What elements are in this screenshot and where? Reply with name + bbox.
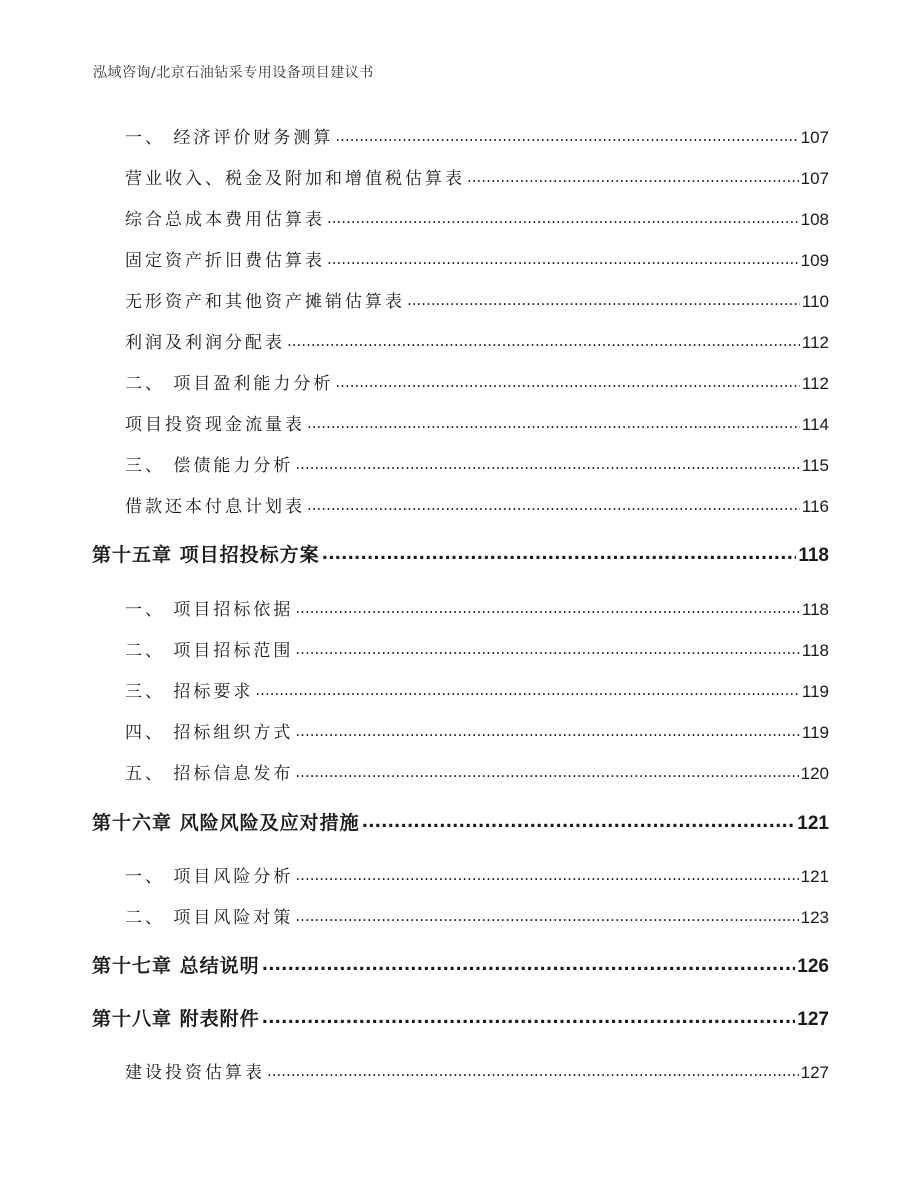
dot-leader	[267, 1064, 799, 1083]
toc-entry[interactable]	[125, 448, 829, 476]
toc-entry[interactable]	[125, 407, 829, 435]
toc-entry[interactable]	[125, 120, 829, 148]
toc-entry-page: 107	[800, 128, 829, 147]
dot-leader	[362, 814, 796, 835]
toc-entry-page: 107	[800, 169, 829, 188]
toc-entry[interactable]	[125, 756, 829, 784]
toc-entry-page: 127	[800, 1063, 829, 1082]
dot-leader	[255, 683, 799, 702]
dot-leader	[327, 252, 799, 271]
dot-leader	[287, 334, 800, 353]
toc-entry-page: 109	[800, 251, 829, 270]
toc-entry-page: 118	[798, 545, 829, 566]
toc-entry-page: 112	[801, 333, 829, 352]
toc-entry-page: 126	[797, 956, 829, 977]
dot-leader	[295, 724, 799, 743]
toc-entry-label: 第十六章 风险风险及应对措施	[92, 812, 360, 834]
toc-chapter-entry[interactable]	[92, 539, 829, 567]
toc-entry-page: 115	[801, 456, 829, 475]
toc-entry-label: 二、 项目风险对策	[125, 908, 294, 928]
toc-entry[interactable]	[125, 366, 829, 394]
toc-chapter-entry[interactable]	[92, 950, 829, 978]
toc-entry-page: 108	[800, 210, 829, 229]
toc-entry-label: 无形资产和其他资产摊销估算表	[125, 292, 405, 312]
dot-leader	[262, 957, 796, 978]
toc-entry-label: 固定资产折旧费估算表	[125, 251, 325, 271]
dot-leader	[295, 601, 799, 620]
toc-entry-page: 112	[801, 374, 829, 393]
toc-entry-page: 127	[797, 1009, 829, 1030]
toc-entry-label: 二、 项目招标范围	[125, 641, 294, 661]
toc-entry-page: 119	[801, 682, 829, 701]
toc-entry[interactable]	[125, 900, 829, 928]
dot-leader	[295, 868, 798, 887]
toc-entry-label: 三、 招标要求	[125, 682, 254, 702]
toc-entry-page: 118	[801, 600, 829, 619]
toc-entry-label: 第十八章 附表附件	[92, 1008, 260, 1030]
toc-entry-label: 二、 项目盈利能力分析	[125, 374, 334, 394]
toc-entry-label: 项目投资现金流量表	[125, 415, 305, 435]
toc-entry[interactable]	[125, 284, 829, 312]
toc-entry[interactable]	[125, 489, 829, 517]
toc-entry[interactable]	[125, 243, 829, 271]
toc-entry-label: 一、 项目风险分析	[125, 867, 294, 887]
toc-entry[interactable]	[125, 715, 829, 743]
toc-entry[interactable]	[125, 202, 829, 230]
toc-entry-label: 综合总成本费用估算表	[125, 210, 325, 230]
dot-leader	[262, 1010, 796, 1031]
toc-entry[interactable]	[125, 633, 829, 661]
toc-entry-page: 121	[797, 813, 829, 834]
dot-leader	[307, 498, 800, 517]
dot-leader	[295, 765, 798, 784]
dot-leader	[322, 546, 797, 567]
toc-entry-label: 三、 偿债能力分析	[125, 456, 294, 476]
dot-leader	[327, 211, 799, 230]
toc-entry-page: 123	[800, 908, 829, 927]
dot-leader	[307, 416, 800, 435]
toc-entry-label: 一、 经济评价财务测算	[125, 128, 334, 148]
toc-entry-label: 一、 项目招标依据	[125, 600, 294, 620]
dot-leader	[295, 457, 799, 476]
dot-leader	[295, 642, 799, 661]
toc-entry[interactable]	[125, 592, 829, 620]
toc-entry-label: 第十七章 总结说明	[92, 955, 260, 977]
toc-entry-page: 114	[801, 415, 829, 434]
toc-chapter-entry[interactable]	[92, 807, 829, 835]
toc-entry-page: 110	[801, 292, 829, 311]
toc-entry[interactable]	[125, 859, 829, 887]
toc-entry-label: 建设投资估算表	[125, 1063, 265, 1083]
dot-leader	[407, 293, 800, 312]
toc-entry-label: 借款还本付息计划表	[125, 497, 305, 517]
toc-entry[interactable]	[125, 674, 829, 702]
dot-leader	[467, 170, 799, 189]
toc-entry-label: 营业收入、税金及附加和增值税估算表	[125, 169, 465, 189]
toc-entry-page: 118	[801, 641, 829, 660]
toc-entry-label: 利润及利润分配表	[125, 333, 285, 353]
page-header: 泓域咨询/北京石油钻采专用设备项目建议书	[93, 65, 374, 81]
toc-entry-page: 121	[800, 867, 829, 886]
toc-entry-page: 120	[800, 764, 829, 783]
toc-entry[interactable]	[125, 1055, 829, 1083]
dot-leader	[295, 909, 798, 928]
dot-leader	[335, 375, 799, 394]
toc-entry[interactable]	[125, 161, 829, 189]
toc-entry-label: 第十五章 项目招投标方案	[92, 544, 320, 566]
toc-entry[interactable]	[125, 325, 829, 353]
dot-leader	[335, 129, 798, 148]
toc-chapter-entry[interactable]	[92, 1003, 829, 1031]
toc-entry-page: 119	[801, 723, 829, 742]
toc-entry-page: 116	[801, 497, 829, 516]
toc-entry-label: 四、 招标组织方式	[125, 723, 294, 743]
toc-entry-label: 五、 招标信息发布	[125, 764, 294, 784]
